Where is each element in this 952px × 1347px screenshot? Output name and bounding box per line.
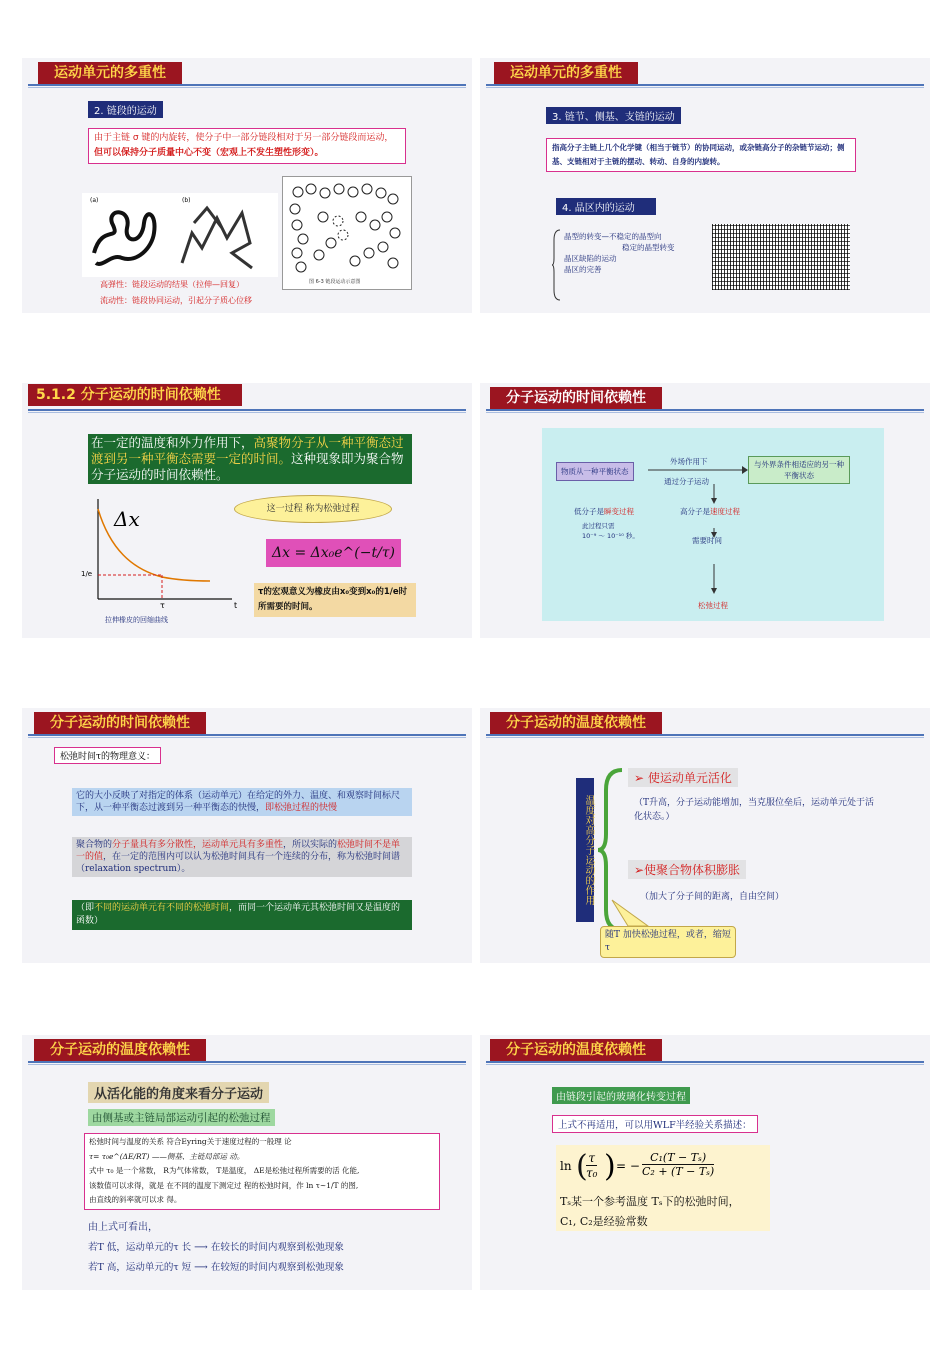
slide-title: 分子运动的时间依赖性	[34, 712, 206, 734]
definition-box: 在一定的温度和外力作用下，高聚物分子从一种平衡态过渡到另一种平衡态需要一定的时间。这种现象即为聚合物分子运动的时间依赖性。	[88, 434, 412, 484]
low-note: 此过程只需 10⁻⁹ ～ 10⁻¹⁰ 秒。	[582, 522, 639, 540]
section-tag: 2. 链段的运动	[88, 101, 163, 118]
slide-title: 分子运动的时间依赖性	[490, 387, 662, 409]
arrow-icon: ⟶	[194, 1242, 208, 1253]
description-box: 指高分子主链上几个化学键（相当于链节）的协同运动，或杂链高分子的杂链节运动；侧基、支链相对于主链的摆动、转动、自身的内旋转。	[546, 138, 856, 172]
slide-title: 分子运动的温度依赖性	[34, 1039, 206, 1061]
activate-heading: ➢ 使运动单元活化	[628, 768, 738, 787]
conclusion-lead: 由上式可看出，	[88, 1222, 158, 1233]
slide-title: 5.1.2 分子运动的时间依赖性	[28, 384, 242, 406]
wlf-denominator: C₂ + (T − Tₛ)	[642, 1165, 715, 1178]
constants-note: C₁, C₂是经验常数	[560, 1215, 648, 1228]
segment-diagram: 图 6-3 链段运动示意图	[282, 176, 412, 290]
activate-desc: （T升高，分子运动能增加，当克服位垒后，运动单元处于活化状态。）	[634, 798, 875, 822]
spectrum-explanation: 聚合物的分子量具有多分散性，运动单元具有多重性，所以实际的松弛时间不是单一的值，在一定的范围内可以认为松弛时间具有一个连续的分布，称为松弛时间谱（relaxation spectrum）。	[72, 837, 412, 877]
reference-note: Tₛ某一个参考温度 Tₛ下的松弛时间，	[560, 1195, 740, 1208]
tau-meaning-note: τ的宏观意义为橡皮由x₀变到x₀的1/e时所需要的时间。	[254, 583, 416, 617]
green-heading: 由侧基或主链局部运动引起的松弛过程	[88, 1109, 275, 1126]
crystal-item-1b: 稳定的晶型转变	[622, 243, 675, 252]
brace	[552, 230, 562, 300]
low-molecule-label: 低分子是瞬变过程	[574, 507, 634, 516]
low-t-row: 若T 低，运动单元的τ 长 ⟶ 在较长的时间内观察到松弛现象	[88, 1242, 344, 1253]
section-tag-3: 3. 链节、侧基、支链的运动	[546, 107, 681, 124]
slide-wlf	[480, 1035, 930, 1290]
delta-x-label: Δx	[114, 507, 140, 531]
slide-title: 分子运动的温度依赖性	[490, 712, 662, 734]
curve-caption: 拉伸橡皮的回缩曲线	[105, 616, 168, 624]
flowchart-panel	[542, 428, 884, 621]
slide-unit-motion	[480, 58, 930, 313]
speed-up-callout: 随T 加快松弛过程，或者，缩短τ	[600, 926, 736, 958]
y-mark: 1/e	[81, 570, 93, 578]
high-elasticity-note: 高弹性：链段运动的结果（拉伸—回复）	[100, 280, 244, 289]
slide-title: 运动单元的多重性	[38, 62, 182, 84]
summary-box: （即不同的运动单元有不同的松弛时间，而同一个运动单元其松弛时间又是温度的函数）	[72, 900, 412, 930]
crystal-item-1: 晶型的转变—不稳定的晶型向	[564, 232, 662, 241]
crystal-texture-image	[712, 224, 850, 290]
high-molecule-label: 高分子是速度过程	[680, 507, 740, 516]
chain-figure: (a) (b)	[82, 193, 278, 277]
tau-meaning-label: 松弛时间τ的物理意义：	[54, 747, 161, 764]
relaxation-bubble: 这一过程 称为松弛过程	[234, 495, 392, 523]
tau-denominator: τ₀	[586, 1166, 598, 1180]
slide-activation-energy	[22, 1035, 472, 1290]
crystal-item-2: 晶区缺陷的运动	[564, 254, 617, 263]
description-box: 由于主链 σ 键的内旋转，使分子中一部分链段相对于另一部分链段而运动，但可以保持分子质量中心不变（宏观上不发生塑性形变）。	[88, 128, 406, 164]
title-rule	[28, 84, 466, 86]
need-time-label: 需要时间	[692, 536, 722, 545]
section-tag-4: 4. 晶区内的运动	[556, 198, 656, 215]
slide-time-dependence	[22, 383, 472, 638]
state-right-box: 与外界条件相适应的另一种平衡状态	[748, 456, 850, 484]
slide-temperature-effects	[480, 708, 930, 963]
wlf-formula-panel: ln ( $\frac{\tau}{\text{τ₀}}$ ) = − $\frac{\text{C₁(T − Tₛ)}}{\text{C₂ + (T − Tₛ)}}$ Tₛ某一个参考温度 Tₛ下的松弛时间， C₁, C₂是经验常数	[556, 1145, 770, 1231]
slide-title: 分子运动的温度依赖性	[490, 1039, 662, 1061]
crystal-item-3: 晶区的完善	[564, 265, 602, 274]
tau-mark: τ	[160, 601, 165, 610]
tau-numerator: τ	[586, 1151, 597, 1166]
state-left-box: 物质从一种平衡状态	[556, 462, 634, 481]
vertical-label: 温度对高分子运动的作用	[576, 778, 594, 922]
expand-desc: （加大了分子间的距离，自由空间）	[640, 892, 785, 902]
chain-drawing	[82, 193, 278, 277]
relaxation-formula: Δx = Δx₀e^(−t/τ)	[266, 539, 401, 567]
slide-tau-meaning	[22, 708, 472, 963]
t-mark: t	[234, 601, 238, 610]
eyring-box: 松弛时间与温度的关系 符合Eyring关于速度过程的一般理 论 τ= τ₀e^(ΔE/RT) ——侧基、主链局部运 动。 式中 τ₀ 是一个常数， R为气体常数， T是温度， ΔE是松弛过程所需要的活 化能, 该数值可以求得，就是 在不同的温度下测定过 程的松弛时间，作 ln τ~1/T 的图, 由直线的斜率就可以求 得。	[84, 1133, 440, 1210]
slide-title: 运动单元的多重性	[494, 62, 638, 84]
high-t-row: 若T 高，运动单元的τ 短 ⟶ 在较短的时间内观察到松弛现象	[88, 1262, 344, 1273]
wlf-intro-box: 上式不再适用，可以用WLF半经验关系描述：	[552, 1115, 758, 1133]
arrow-bottom-label: 通过分子运动	[664, 477, 709, 486]
wlf-numerator: C₁(T − Tₛ)	[642, 1151, 714, 1165]
arrow-icon: ⟶	[194, 1262, 208, 1273]
slide-time-flowchart	[480, 383, 930, 638]
flow-note: 流动性：链段协同运动，引起分子质心位移	[100, 296, 252, 305]
arrow-top-label: 外场作用下	[670, 457, 708, 466]
section-heading: 从活化能的角度来看分子运动	[88, 1082, 269, 1103]
expand-heading: ➢使聚合物体积膨胀	[628, 860, 746, 879]
tau-explanation: 它的大小反映了对指定的体系（运动单元）在给定的外力、温度、和观察时间标尺下，从一种平衡态过渡到另一种平衡态的快慢，即松弛过程的快慢	[72, 788, 412, 816]
relaxation-label: 松弛过程	[698, 601, 728, 610]
slide-segment-motion	[22, 58, 472, 313]
main-arrow	[648, 466, 748, 474]
green-heading: 由链段引起的玻璃化转变过程	[552, 1087, 690, 1104]
